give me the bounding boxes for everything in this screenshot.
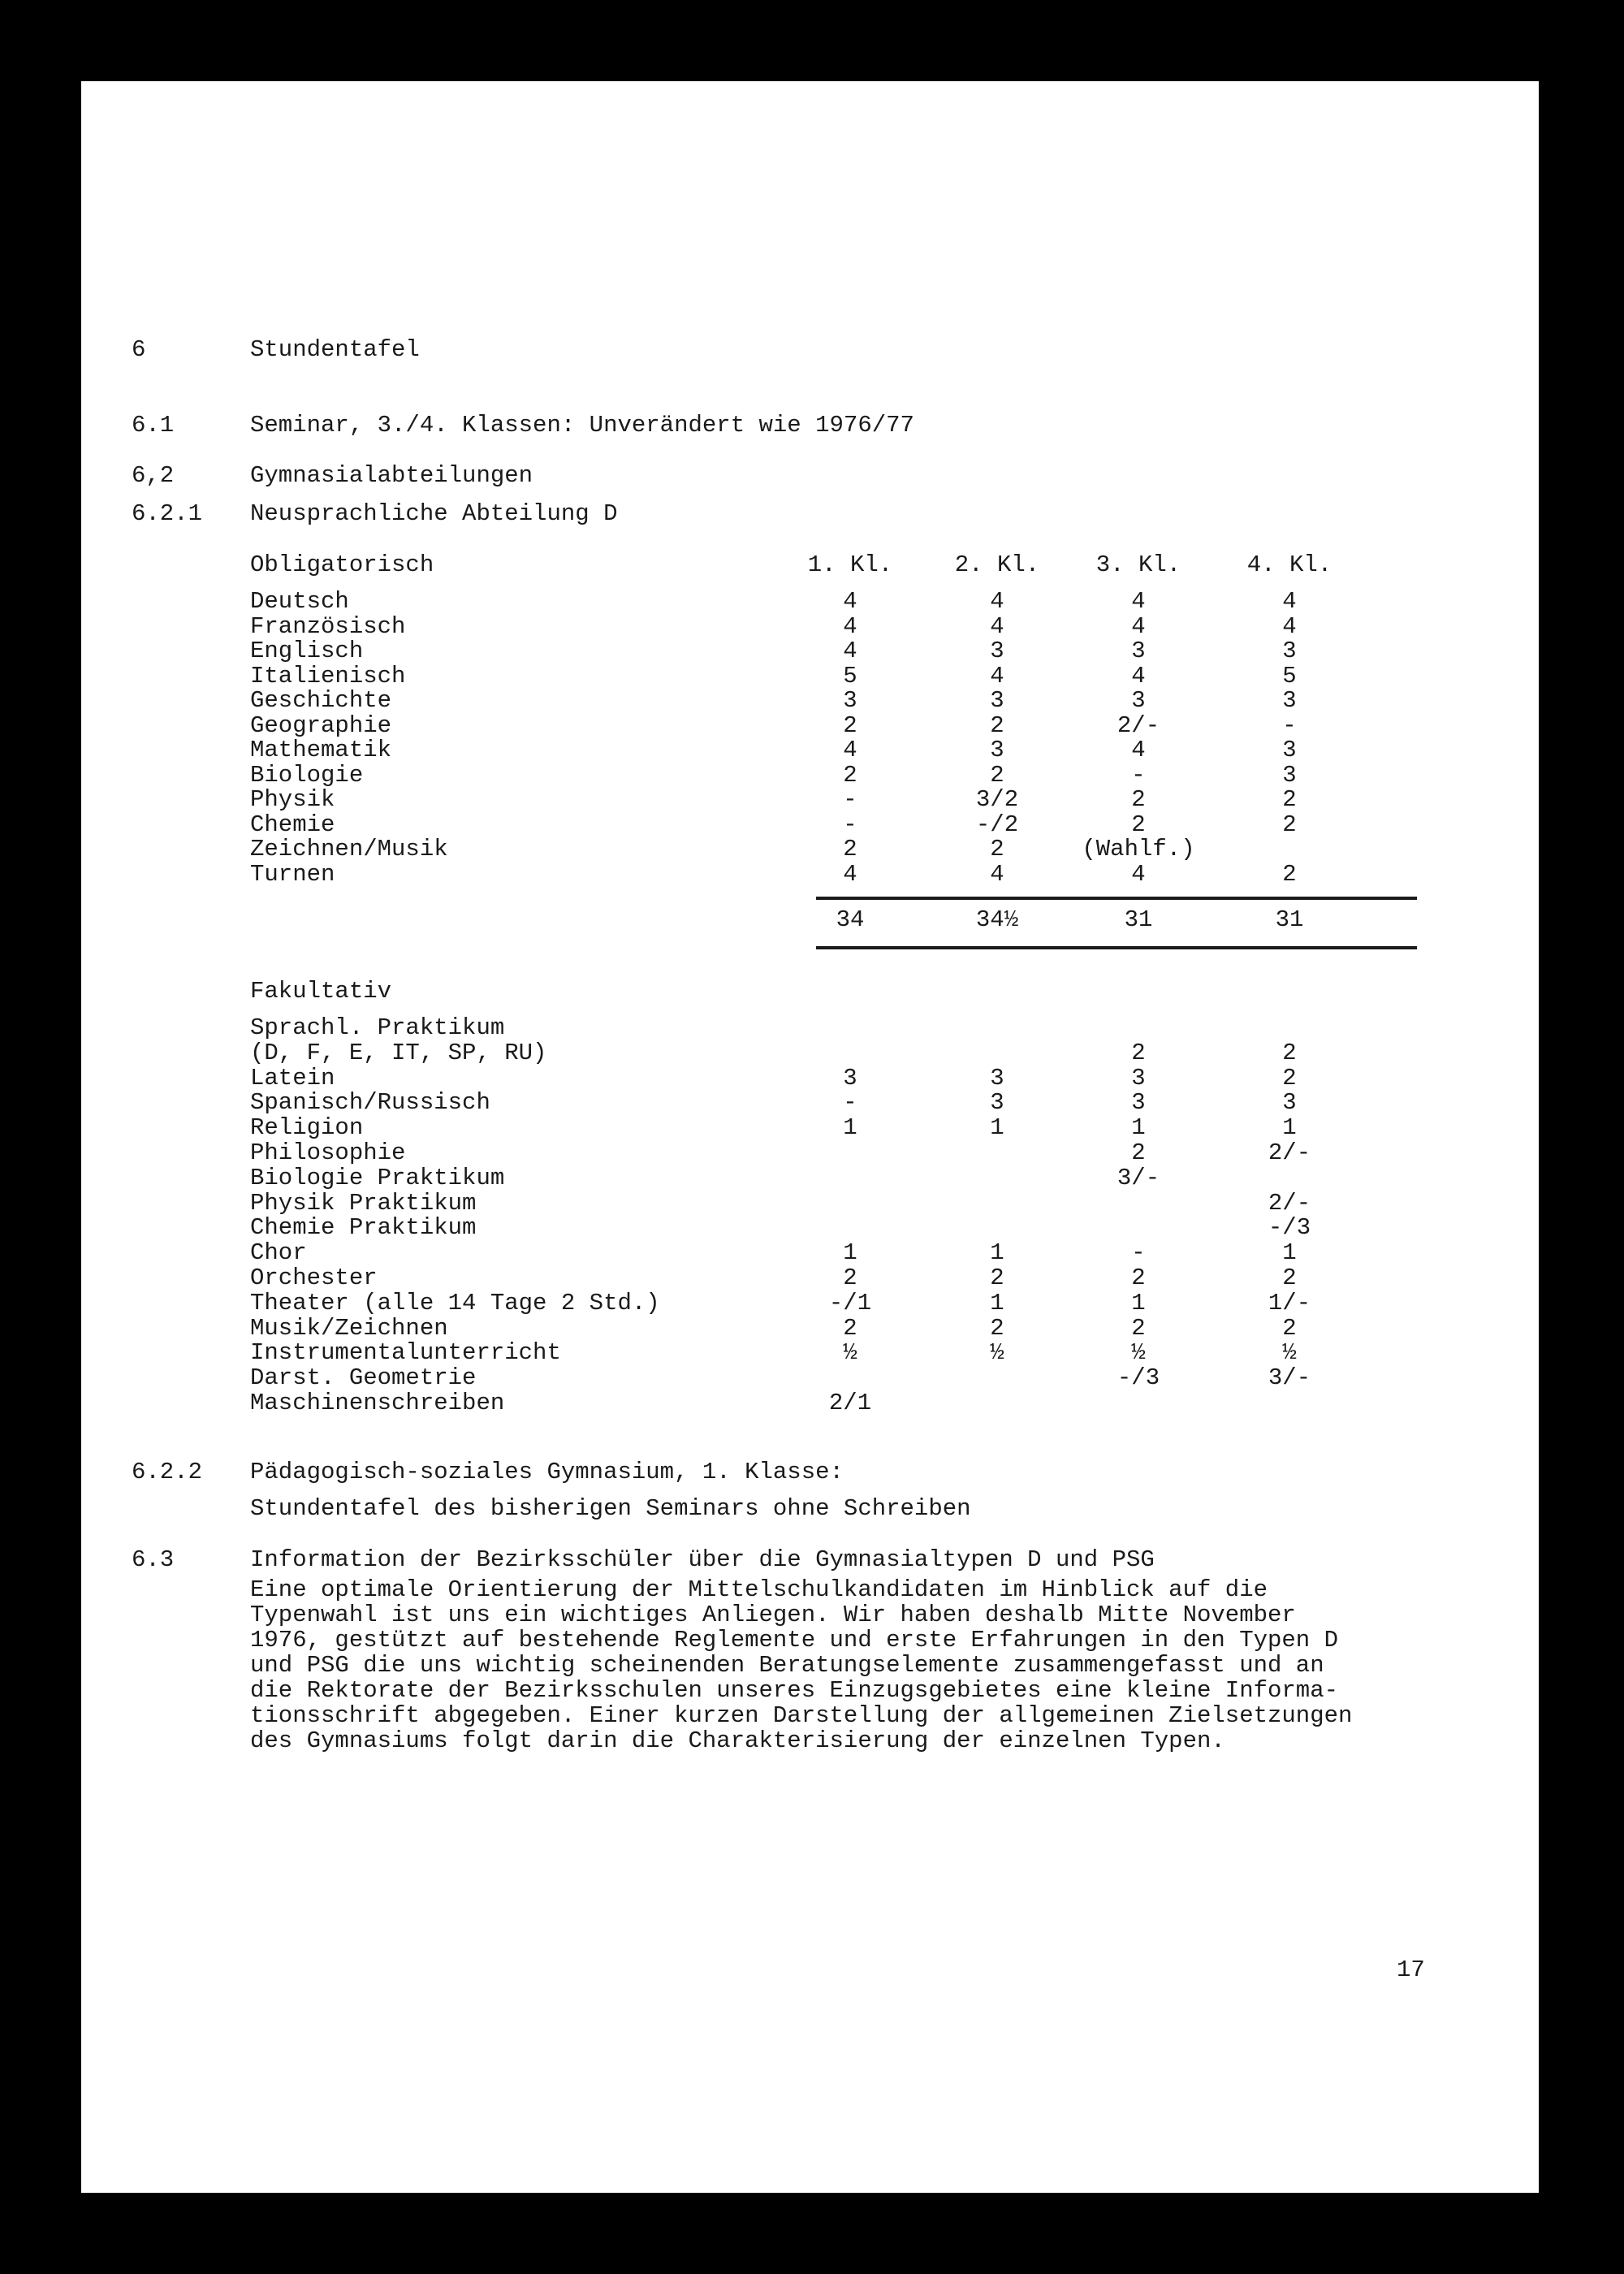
hours-cell: 4 xyxy=(990,588,1004,615)
hours-cell: 2 xyxy=(843,761,857,789)
hours-cell: 2 xyxy=(1282,1064,1297,1092)
hours-cell: 5 xyxy=(843,662,857,690)
hours-cell: 1 xyxy=(990,1114,1004,1142)
subject-name: Chor xyxy=(250,1239,307,1267)
hours-cell: 2/- xyxy=(1116,711,1160,739)
subject-name: Chemie xyxy=(250,811,335,838)
subject-name: Englisch xyxy=(250,638,364,664)
hours-cell: -/2 xyxy=(975,811,1019,838)
subject-name: (D, F, E, IT, SP, RU) xyxy=(250,1039,547,1066)
section-6-2-2-text: Stundentafel des bisherigen Seminars ohne Schreiben xyxy=(250,1495,971,1522)
subject-name: Spanisch/Russisch xyxy=(250,1089,490,1117)
hours-cell: 2/1 xyxy=(828,1390,872,1416)
hours-cell: 2 xyxy=(990,761,1004,789)
paragraph-line: und PSG die uns wichtig scheinenden Beratungselemente zusammengefasst und an xyxy=(250,1652,1324,1679)
subject-name: Italienisch xyxy=(250,662,406,690)
column-header: 2. Kl. xyxy=(954,551,1040,578)
subject-name: Geschichte xyxy=(250,687,392,714)
column-header: 3. Kl. xyxy=(1095,551,1181,578)
subject-name: Französisch xyxy=(250,612,406,640)
hours-cell: 2 xyxy=(1131,1314,1146,1342)
section-6-number: 6 xyxy=(132,336,146,363)
hours-cell: 3 xyxy=(843,1064,857,1092)
column-header: 4. Kl. xyxy=(1246,551,1332,578)
subject-name: Chemie Praktikum xyxy=(250,1214,477,1242)
hours-cell: 2/- xyxy=(1268,1189,1311,1217)
hours-cell: 3 xyxy=(1282,1089,1297,1117)
hours-cell: 3/- xyxy=(1268,1364,1311,1392)
total-cell: 31 xyxy=(1275,906,1304,933)
subject-name: Zeichnen/Musik xyxy=(250,836,448,862)
section-6-1-title: Seminar, 3./4. Klassen: Unverändert wie 1976/77 xyxy=(250,412,914,439)
hours-cell: 5 xyxy=(1282,662,1297,690)
hours-cell: 2/- xyxy=(1268,1139,1311,1166)
hours-cell: - xyxy=(843,786,857,813)
hours-cell: 2 xyxy=(1131,786,1146,813)
column-header: 1. Kl. xyxy=(807,551,893,578)
total-cell: 31 xyxy=(1124,906,1153,933)
total-cell: 34 xyxy=(836,906,865,933)
hours-cell: - xyxy=(843,811,857,838)
hours-cell: 2 xyxy=(843,836,857,862)
subject-name: Musik/Zeichnen xyxy=(250,1314,448,1342)
hours-cell: 4 xyxy=(1131,662,1146,690)
hours-cell: 3 xyxy=(1282,638,1297,664)
table-rule-top xyxy=(816,897,1417,900)
hours-cell: 2 xyxy=(1131,1265,1146,1291)
hours-cell: 4 xyxy=(843,588,857,615)
subject-name: Deutsch xyxy=(250,588,349,615)
hours-cell: 2 xyxy=(1282,1039,1297,1066)
section-6-2-number: 6,2 xyxy=(132,462,175,489)
hours-cell: 4 xyxy=(1131,612,1146,640)
hours-cell: 4 xyxy=(1131,737,1146,763)
subject-name: Mathematik xyxy=(250,737,392,763)
hours-cell: 2 xyxy=(1131,1039,1146,1066)
subject-name: Turnen xyxy=(250,860,335,888)
hours-cell: 3 xyxy=(990,687,1004,714)
paragraph-line: Typenwahl ist uns ein wichtiges Anliegen. Wir haben deshalb Mitte November xyxy=(250,1602,1296,1628)
hours-cell: 2 xyxy=(990,1265,1004,1291)
hours-cell: 2 xyxy=(990,836,1004,862)
hours-cell: 1 xyxy=(1131,1114,1146,1142)
hours-cell: 3 xyxy=(990,737,1004,763)
hours-cell: 1 xyxy=(990,1289,1004,1316)
hours-cell: 2 xyxy=(1282,1265,1297,1291)
subject-name: Biologie xyxy=(250,761,364,789)
hours-cell: 3/- xyxy=(1116,1164,1160,1191)
hours-cell: 2 xyxy=(1282,786,1297,813)
hours-cell: ½ xyxy=(1131,1339,1146,1367)
subject-name: Physik Praktikum xyxy=(250,1189,477,1217)
hours-cell: 3 xyxy=(1131,687,1146,714)
hours-cell: - xyxy=(843,1089,857,1117)
total-cell: 34½ xyxy=(975,906,1019,933)
section-6-title: Stundentafel xyxy=(250,336,420,363)
hours-cell: 1 xyxy=(843,1239,857,1267)
hours-cell: 2 xyxy=(990,1314,1004,1342)
hours-cell: 4 xyxy=(1282,612,1297,640)
hours-cell: 2 xyxy=(1282,811,1297,838)
hours-cell: 4 xyxy=(843,860,857,888)
hours-cell: 4 xyxy=(843,638,857,664)
subject-name: Religion xyxy=(250,1114,364,1142)
paragraph-line: 1976, gestützt auf bestehende Reglemente und erste Erfahrungen in den Typen D xyxy=(250,1627,1339,1654)
section-6-2-2-title: Pädagogisch-soziales Gymnasium, 1. Klasse: xyxy=(250,1459,844,1485)
paragraph-line: die Rektorate der Bezirksschulen unseres Einzugsgebietes eine kleine Informa- xyxy=(250,1677,1339,1704)
hours-cell: 2 xyxy=(1282,860,1297,888)
hours-cell: 3 xyxy=(990,1089,1004,1117)
document-page xyxy=(81,81,1539,2193)
hours-cell: ½ xyxy=(843,1339,857,1367)
hours-cell: 2 xyxy=(990,711,1004,739)
subject-name: Orchester xyxy=(250,1265,378,1291)
hours-cell: 4 xyxy=(990,612,1004,640)
subject-name: Instrumentalunterricht xyxy=(250,1339,561,1367)
hours-cell: 1 xyxy=(843,1114,857,1142)
subject-name: Biologie Praktikum xyxy=(250,1164,505,1191)
hours-cell: 4 xyxy=(1131,860,1146,888)
page-number: 17 xyxy=(1397,1956,1425,1983)
hours-cell: 1 xyxy=(990,1239,1004,1267)
hours-cell: -/1 xyxy=(828,1289,872,1316)
hours-cell: - xyxy=(1282,711,1297,739)
section-6-2-title: Gymnasialabteilungen xyxy=(250,462,533,489)
section-6-2-1-title: Neusprachliche Abteilung D xyxy=(250,500,618,527)
hours-cell: (Wahlf.) xyxy=(1082,836,1195,862)
table-obligatorisch-heading: Obligatorisch xyxy=(250,551,434,578)
section-6-1-number: 6.1 xyxy=(132,412,175,439)
hours-cell: 4 xyxy=(843,737,857,763)
section-6-2-1-number: 6.2.1 xyxy=(132,500,203,527)
subject-name: Theater (alle 14 Tage 2 Std.) xyxy=(250,1289,660,1316)
hours-cell: 4 xyxy=(1282,588,1297,615)
hours-cell: 3 xyxy=(1282,687,1297,714)
hours-cell: 3 xyxy=(843,687,857,714)
hours-cell: -/3 xyxy=(1268,1214,1311,1242)
hours-cell: 1 xyxy=(1282,1114,1297,1142)
paragraph-line: Eine optimale Orientierung der Mittelschulkandidaten im Hinblick auf die xyxy=(250,1576,1268,1603)
hours-cell: -/3 xyxy=(1116,1364,1160,1392)
table-rule-bottom xyxy=(816,946,1417,949)
hours-cell: 4 xyxy=(1131,588,1146,615)
subject-name: Geographie xyxy=(250,711,392,739)
subject-name: Maschinenschreiben xyxy=(250,1390,505,1416)
hours-cell: 3 xyxy=(990,1064,1004,1092)
subject-name: Physik xyxy=(250,786,335,813)
hours-cell: 3/2 xyxy=(975,786,1019,813)
paragraph-line: tionsschrift abgegeben. Einer kurzen Darstellung der allgemeinen Zielsetzungen xyxy=(250,1702,1353,1729)
hours-cell: 4 xyxy=(990,662,1004,690)
section-6-3-paragraph xyxy=(250,1577,1517,1753)
section-6-3-number: 6.3 xyxy=(132,1546,175,1573)
hours-cell: 2 xyxy=(843,1265,857,1291)
hours-cell: ½ xyxy=(1282,1339,1297,1367)
subject-name: Sprachl. Praktikum xyxy=(250,1014,505,1041)
subject-name: Philosophie xyxy=(250,1139,406,1166)
hours-cell: 3 xyxy=(990,638,1004,664)
hours-cell: 3 xyxy=(1131,1064,1146,1092)
hours-cell: 2 xyxy=(1131,1139,1146,1166)
table-fakultativ-heading: Fakultativ xyxy=(250,978,392,1005)
subject-name: Darst. Geometrie xyxy=(250,1364,477,1392)
hours-cell: 3 xyxy=(1282,737,1297,763)
hours-cell: 4 xyxy=(843,612,857,640)
hours-cell: 1 xyxy=(1282,1239,1297,1267)
section-6-2-2-number: 6.2.2 xyxy=(132,1459,203,1485)
hours-cell: 1/- xyxy=(1268,1289,1311,1316)
hours-cell: 3 xyxy=(1131,638,1146,664)
subject-name: Latein xyxy=(250,1064,335,1092)
paragraph-line: des Gymnasiums folgt darin die Charakterisierung der einzelnen Typen. xyxy=(250,1727,1225,1754)
hours-cell: ½ xyxy=(990,1339,1004,1367)
section-6-3-title: Information der Bezirksschüler über die Gymnasialtypen D und PSG xyxy=(250,1546,1155,1573)
hours-cell: - xyxy=(1131,761,1146,789)
hours-cell: 2 xyxy=(1282,1314,1297,1342)
hours-cell: 3 xyxy=(1131,1089,1146,1117)
hours-cell: 2 xyxy=(1131,811,1146,838)
hours-cell: 2 xyxy=(843,711,857,739)
hours-cell: - xyxy=(1131,1239,1146,1267)
hours-cell: 2 xyxy=(843,1314,857,1342)
hours-cell: 1 xyxy=(1131,1289,1146,1316)
hours-cell: 3 xyxy=(1282,761,1297,789)
hours-cell: 4 xyxy=(990,860,1004,888)
